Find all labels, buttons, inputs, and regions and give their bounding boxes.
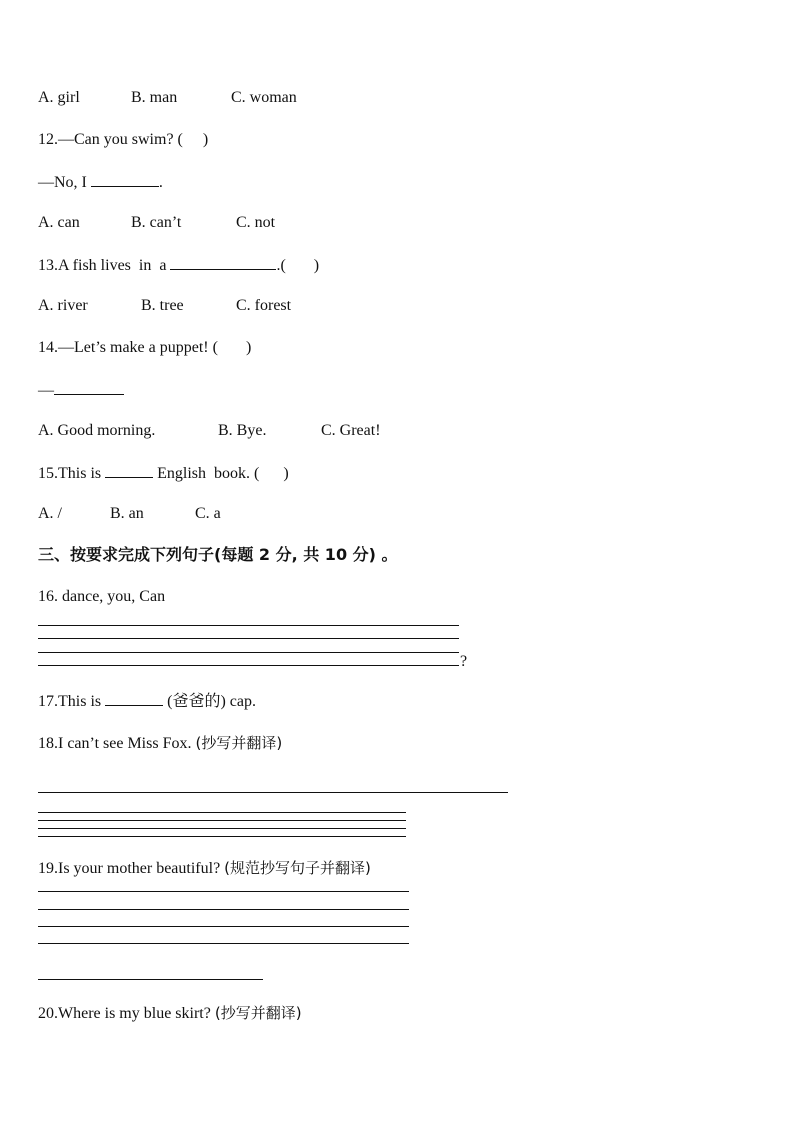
q12-answer-line bbox=[38, 172, 163, 193]
q15-prompt bbox=[38, 463, 289, 484]
q20-prompt bbox=[38, 1003, 302, 1024]
q19-prompt-cn: (规范抄写句子并翻译) bbox=[224, 859, 371, 877]
q17-prompt bbox=[38, 691, 256, 712]
q16-prompt: 16. dance, you, Can bbox=[38, 588, 166, 605]
q11-option-c: C. woman bbox=[231, 89, 297, 106]
q14-option-b: B. Bye. bbox=[218, 422, 267, 439]
q16-writing-line-1 bbox=[38, 625, 459, 626]
q14-answer-blank bbox=[54, 380, 124, 395]
q15-option-b: B. an bbox=[110, 505, 144, 522]
q15-prompt-start: 15.This is bbox=[38, 465, 106, 482]
q17-blank bbox=[105, 691, 163, 706]
section-3-heading: 三、按要求完成下列句子(每题 2 分, 共 10 分) 。 bbox=[38, 545, 398, 564]
q18-writing-line-4 bbox=[38, 828, 406, 829]
q19-writing-line-5 bbox=[38, 979, 263, 980]
q20-prompt-en: 20.Where is my blue skirt? bbox=[38, 1005, 215, 1022]
q17-prompt-start: 17.This is bbox=[38, 693, 106, 710]
q12-answer-prefix: —No, I bbox=[38, 174, 91, 191]
q15-blank bbox=[105, 463, 153, 478]
q13-option-a: A. river bbox=[38, 297, 88, 314]
q13-prompt-end: .( ) bbox=[276, 257, 320, 274]
q11-option-a: A. girl bbox=[38, 89, 80, 106]
q16-writing-line-4 bbox=[38, 665, 459, 666]
q14-prompt: 14.—Let’s make a puppet! ( ) bbox=[38, 339, 252, 356]
q16-writing-line-2 bbox=[38, 638, 459, 639]
q16-writing-line-3 bbox=[38, 652, 459, 653]
q18-writing-line-5 bbox=[38, 836, 406, 837]
q13-blank bbox=[170, 255, 276, 270]
q17-prompt-end: (爸爸的) cap. bbox=[163, 693, 256, 710]
q18-writing-line-2 bbox=[38, 812, 406, 813]
q14-option-c: C. Great! bbox=[321, 422, 381, 439]
q18-prompt bbox=[38, 733, 282, 754]
q14-answer-line bbox=[38, 380, 124, 401]
q13-option-b: B. tree bbox=[141, 297, 184, 314]
q12-option-b: B. can’t bbox=[131, 214, 182, 231]
q12-option-a: A. can bbox=[38, 214, 80, 231]
q18-writing-line-3 bbox=[38, 820, 406, 821]
q13-option-c: C. forest bbox=[236, 297, 292, 314]
q19-writing-line-4 bbox=[38, 943, 409, 944]
q13-prompt bbox=[38, 255, 319, 276]
q12-answer-blank bbox=[91, 172, 159, 187]
q12-answer-suffix: . bbox=[158, 174, 163, 191]
q16-end-mark: ? bbox=[460, 653, 468, 670]
q13-prompt-start: 13.A fish lives in a bbox=[38, 257, 171, 274]
q19-prompt-en: 19.Is your mother beautiful? bbox=[38, 860, 225, 877]
q19-writing-line-2 bbox=[38, 909, 409, 910]
q18-prompt-en: 18.I can’t see Miss Fox. bbox=[38, 735, 196, 752]
q19-prompt bbox=[38, 858, 371, 879]
q11-option-b: B. man bbox=[131, 89, 178, 106]
q15-option-a: A. / bbox=[38, 505, 62, 522]
q14-answer-prefix: — bbox=[38, 382, 54, 399]
q20-prompt-cn: (抄写并翻译) bbox=[214, 1004, 302, 1022]
q18-prompt-cn: (抄写并翻译) bbox=[195, 734, 283, 752]
q18-writing-line-1 bbox=[38, 792, 508, 793]
q15-option-c: C. a bbox=[195, 505, 221, 522]
q12-prompt: 12.—Can you swim? ( ) bbox=[38, 131, 209, 148]
q14-option-a: A. Good morning. bbox=[38, 422, 156, 439]
q19-writing-line-1 bbox=[38, 891, 409, 892]
q12-option-c: C. not bbox=[236, 214, 276, 231]
q19-writing-line-3 bbox=[38, 926, 409, 927]
q15-prompt-end: English book. ( ) bbox=[153, 465, 289, 482]
